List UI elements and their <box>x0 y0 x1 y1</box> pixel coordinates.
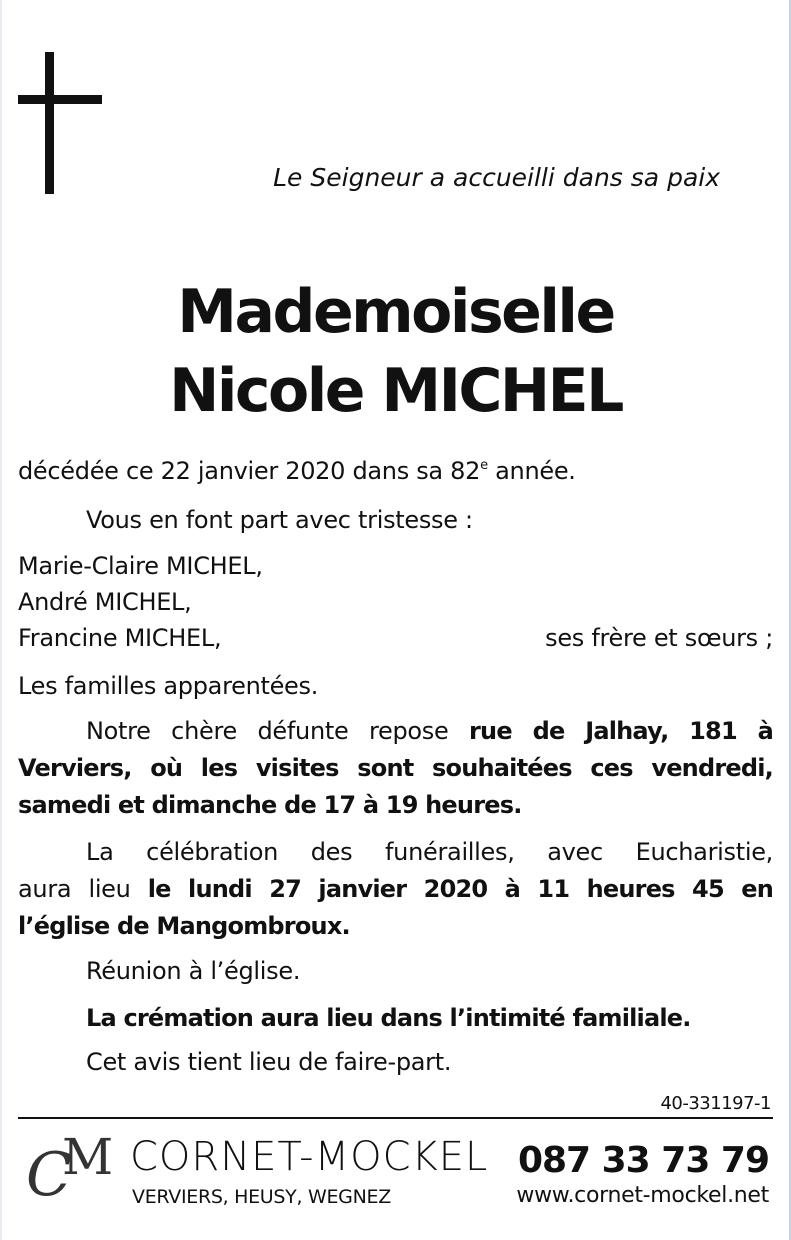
reference-number: 40-331197-1 <box>660 1093 771 1114</box>
tagline: Le Seigneur a accueilli dans sa paix <box>273 163 720 192</box>
visit-line-2: Verviers, où les visites sont souhaitées ces vendredi, <box>18 754 773 782</box>
reunion-line: Réunion à l’église. <box>86 957 301 985</box>
divider <box>18 1117 773 1119</box>
funeral-line-3: l’église de Mangombroux. <box>18 912 350 940</box>
company-logo: C M <box>26 1128 114 1210</box>
family-member: André MICHEL, <box>18 588 192 616</box>
intro-line: Vous en font part avec tristesse : <box>86 506 473 534</box>
company-name: CORNET-MOCKEL <box>130 1134 489 1180</box>
cross-icon <box>18 52 102 194</box>
visit-line-3: samedi et dimanche de 17 à 19 heures. <box>18 791 522 819</box>
funeral-line-1: La célébration des funérailles, avec Eucharistie, <box>86 838 773 866</box>
family-member: Marie-Claire MICHEL, <box>18 552 263 580</box>
family-member: Francine MICHEL, <box>18 624 222 652</box>
visit-line-1: Notre chère défunte repose rue de Jalhay, 181 à <box>86 717 774 745</box>
company-towns: VERVIERS, HEUSY, WEGNEZ <box>132 1186 391 1208</box>
company-website[interactable]: www.cornet-mockel.net <box>516 1183 769 1208</box>
family-relation: ses frère et sœurs ; <box>545 624 773 652</box>
deceased-title: Mademoiselle <box>177 277 614 347</box>
deceased-name: Nicole MICHEL <box>169 356 622 426</box>
relatives-line: Les familles apparentées. <box>18 672 319 700</box>
notice-line: Cet avis tient lieu de faire-part. <box>86 1048 452 1076</box>
funeral-line-2: aura lieu le lundi 27 janvier 2020 à 11 heures 45 en <box>18 875 773 903</box>
frame-left <box>0 0 2 1240</box>
death-line: décédée ce 22 janvier 2020 dans sa 82e année. <box>18 457 576 485</box>
company-phone: 087 33 73 79 <box>517 1140 769 1181</box>
cremation-line: La crémation aura lieu dans l’intimité familiale. <box>86 1004 691 1032</box>
